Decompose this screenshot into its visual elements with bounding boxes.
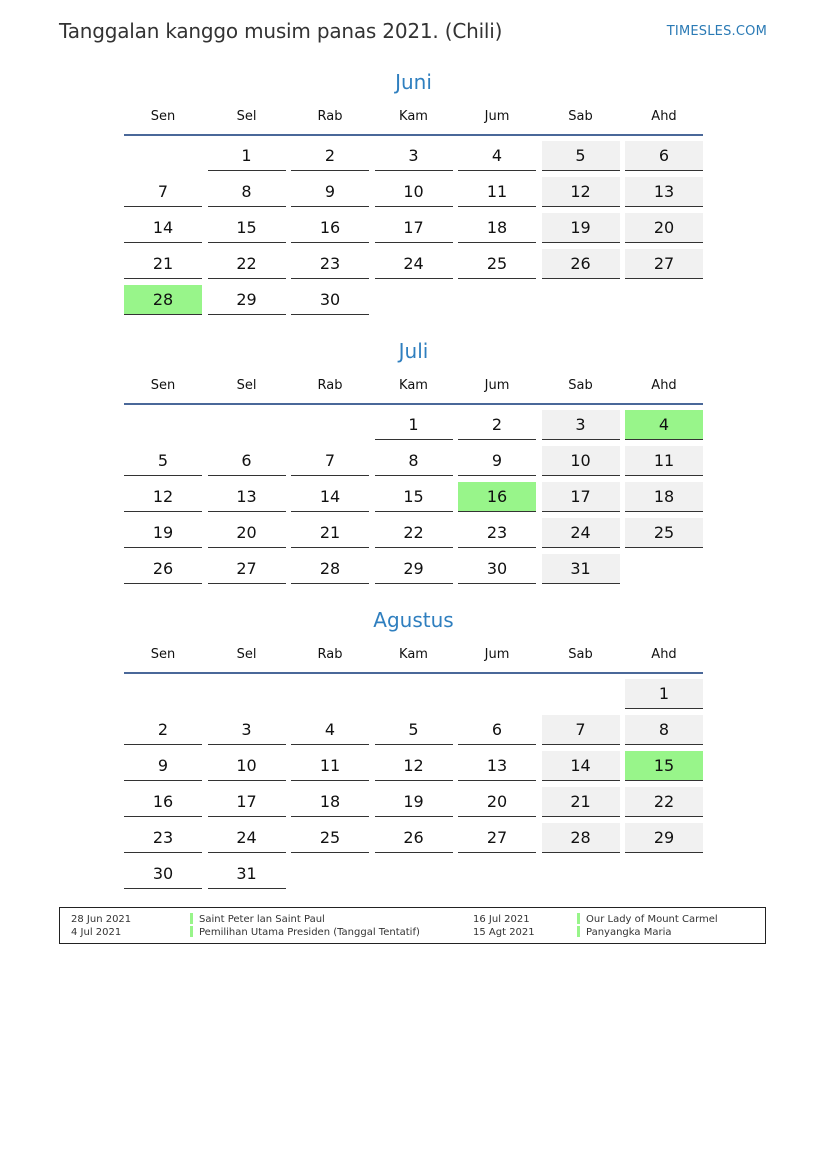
week-row [124,285,703,321]
day-cell[interactable]: 8 [375,446,453,476]
day-cell[interactable]: 4 [458,141,536,171]
day-cell[interactable]: 21 [124,249,202,279]
weekend-day-cell[interactable]: 12 [542,177,620,207]
weekday-label: Kam [399,378,428,393]
weekend-day-cell[interactable]: 6 [625,141,703,171]
week-row [124,249,703,285]
weekday-label: Jum [484,109,510,124]
month-title: Agustus [373,608,454,632]
day-cell[interactable]: 24 [375,249,453,279]
empty-day-cell [291,679,369,709]
weeks-grid [124,410,703,590]
day-cell[interactable]: 30 [291,285,369,315]
day-cell[interactable]: 13 [458,751,536,781]
legend-holiday-name: Our Lady of Mount Carmel [586,914,718,925]
day-cell[interactable]: 23 [124,823,202,853]
week-row [124,177,703,213]
weekend-day-cell[interactable]: 1 [625,679,703,709]
day-cell[interactable]: 3 [208,715,286,745]
day-cell[interactable]: 2 [458,410,536,440]
day-cell[interactable]: 30 [124,859,202,889]
legend-holiday-name: Panyangka Maria [586,927,672,938]
weekend-day-cell[interactable]: 25 [625,518,703,548]
month-title: Juni [395,70,432,94]
day-cell[interactable]: 26 [124,554,202,584]
day-cell[interactable]: 26 [375,823,453,853]
day-cell[interactable]: 31 [208,859,286,889]
weekend-day-cell[interactable]: 8 [625,715,703,745]
legend-date: 16 Jul 2021 [473,914,530,925]
empty-day-cell [208,679,286,709]
weekend-day-cell[interactable]: 3 [542,410,620,440]
holiday-day-cell[interactable]: 28 [124,285,202,315]
weekday-label: Ahd [651,647,677,662]
day-cell[interactable]: 21 [291,518,369,548]
weekend-day-cell[interactable]: 14 [542,751,620,781]
month-calendar-juli [124,337,703,590]
day-cell[interactable]: 6 [458,715,536,745]
weekday-label: Sel [236,378,257,393]
weeks-grid [124,141,703,321]
weekday-label: Sen [150,109,176,124]
day-cell[interactable]: 22 [375,518,453,548]
day-cell[interactable]: 13 [208,482,286,512]
weekday-label: Sen [150,647,176,662]
weekend-day-cell[interactable]: 29 [625,823,703,853]
day-cell[interactable]: 1 [208,141,286,171]
weekday-label: Sel [236,647,257,662]
weekday-label: Kam [399,109,428,124]
legend-date: 15 Agt 2021 [473,927,535,938]
day-cell[interactable]: 6 [208,446,286,476]
weekend-day-cell[interactable]: 24 [542,518,620,548]
empty-day-cell [124,141,202,171]
day-cell[interactable]: 2 [124,715,202,745]
weekday-label: Jum [484,378,510,393]
empty-day-cell [375,679,453,709]
empty-day-cell [625,285,703,315]
week-row [124,859,703,895]
day-cell[interactable]: 9 [291,177,369,207]
day-cell[interactable]: 29 [375,554,453,584]
weekend-day-cell[interactable]: 10 [542,446,620,476]
legend-left-dates [71,913,131,939]
weekend-day-cell[interactable]: 17 [542,482,620,512]
day-cell[interactable]: 27 [208,554,286,584]
weekday-label: Sab [568,647,593,662]
day-cell[interactable]: 5 [124,446,202,476]
empty-day-cell [458,859,536,889]
day-cell[interactable]: 12 [375,751,453,781]
day-cell[interactable]: 15 [208,213,286,243]
weekday-label: Ahd [651,378,677,393]
day-cell[interactable]: 25 [458,249,536,279]
day-cell[interactable]: 2 [291,141,369,171]
weekday-label: Rab [317,647,343,662]
weekday-label: Sab [568,378,593,393]
weekday-label: Rab [317,378,343,393]
week-row [124,715,703,751]
weekday-header-row [124,644,703,674]
legend-holiday-marker [190,913,193,939]
weekend-day-cell[interactable]: 21 [542,787,620,817]
weekend-day-cell[interactable]: 5 [542,141,620,171]
empty-day-cell [124,410,202,440]
empty-day-cell [458,679,536,709]
empty-day-cell [375,285,453,315]
week-row [124,679,703,715]
day-cell[interactable]: 16 [291,213,369,243]
day-cell[interactable]: 9 [124,751,202,781]
weekday-label: Jum [484,647,510,662]
weekend-day-cell[interactable]: 18 [625,482,703,512]
weekend-day-cell[interactable]: 26 [542,249,620,279]
weekday-label: Sen [150,378,176,393]
legend-right-dates [473,913,535,939]
legend-holiday-name: Saint Peter lan Saint Paul [199,914,325,925]
month-calendar-juni [124,68,703,321]
day-cell[interactable]: 7 [124,177,202,207]
day-cell[interactable]: 24 [208,823,286,853]
day-cell[interactable]: 25 [291,823,369,853]
holiday-day-cell[interactable]: 15 [625,751,703,781]
week-row [124,410,703,446]
day-cell[interactable]: 28 [291,554,369,584]
day-cell[interactable]: 29 [208,285,286,315]
empty-day-cell [542,859,620,889]
month-title: Juli [398,339,429,363]
empty-day-cell [625,859,703,889]
day-cell[interactable]: 27 [458,823,536,853]
legend-left-names [199,913,420,939]
day-cell[interactable]: 19 [375,787,453,817]
weekend-day-cell[interactable]: 28 [542,823,620,853]
day-cell[interactable]: 10 [375,177,453,207]
day-cell[interactable]: 4 [291,715,369,745]
day-cell[interactable]: 5 [375,715,453,745]
empty-day-cell [542,285,620,315]
week-row [124,141,703,177]
weekend-day-cell[interactable]: 7 [542,715,620,745]
weekend-day-cell[interactable]: 22 [625,787,703,817]
day-cell[interactable]: 17 [208,787,286,817]
weekday-label: Kam [399,647,428,662]
week-row [124,446,703,482]
day-cell[interactable]: 7 [291,446,369,476]
weekend-day-cell[interactable]: 11 [625,446,703,476]
empty-day-cell [291,410,369,440]
day-cell[interactable]: 3 [375,141,453,171]
day-cell[interactable]: 15 [375,482,453,512]
weekday-header-row [124,106,703,136]
day-cell[interactable]: 9 [458,446,536,476]
empty-day-cell [291,859,369,889]
weekend-day-cell[interactable]: 19 [542,213,620,243]
brand-logo-text[interactable]: TIMESLES.COM [666,24,767,39]
weekday-label: Sab [568,109,593,124]
day-cell[interactable]: 16 [124,787,202,817]
day-cell[interactable]: 11 [458,177,536,207]
week-row [124,518,703,554]
week-row [124,213,703,249]
weeks-grid [124,679,703,895]
weekend-day-cell[interactable]: 13 [625,177,703,207]
day-cell[interactable]: 18 [458,213,536,243]
day-cell[interactable]: 8 [208,177,286,207]
week-row [124,787,703,823]
weekend-day-cell[interactable]: 20 [625,213,703,243]
weekend-day-cell[interactable]: 31 [542,554,620,584]
week-row [124,554,703,590]
day-cell[interactable]: 14 [291,482,369,512]
holiday-day-cell[interactable]: 16 [458,482,536,512]
day-cell[interactable]: 1 [375,410,453,440]
day-cell[interactable]: 23 [458,518,536,548]
day-cell[interactable]: 12 [124,482,202,512]
holiday-legend [59,907,766,944]
day-cell[interactable]: 17 [375,213,453,243]
legend-date: 4 Jul 2021 [71,927,122,938]
legend-holiday-name: Pemilihan Utama Presiden (Tanggal Tentatif) [199,927,420,938]
empty-day-cell [375,859,453,889]
legend-holiday-marker [577,913,580,939]
weekday-label: Ahd [651,109,677,124]
day-cell[interactable]: 19 [124,518,202,548]
day-cell[interactable]: 11 [291,751,369,781]
day-cell[interactable]: 10 [208,751,286,781]
day-cell[interactable]: 23 [291,249,369,279]
day-cell[interactable]: 14 [124,213,202,243]
week-row [124,751,703,787]
day-cell[interactable]: 22 [208,249,286,279]
day-cell[interactable]: 20 [208,518,286,548]
week-row [124,823,703,859]
empty-day-cell [124,679,202,709]
empty-day-cell [625,554,703,584]
empty-day-cell [542,679,620,709]
empty-day-cell [208,410,286,440]
month-calendar-agustus [124,606,703,895]
weekday-header-row [124,375,703,405]
day-cell[interactable]: 30 [458,554,536,584]
weekday-label: Sel [236,109,257,124]
page-title: Tanggalan kanggo musim panas 2021. (Chili) [59,19,503,43]
holiday-day-cell[interactable]: 4 [625,410,703,440]
empty-day-cell [458,285,536,315]
weekday-label: Rab [317,109,343,124]
day-cell[interactable]: 18 [291,787,369,817]
week-row [124,482,703,518]
legend-right-names [586,913,718,939]
day-cell[interactable]: 20 [458,787,536,817]
legend-date: 28 Jun 2021 [71,914,132,925]
weekend-day-cell[interactable]: 27 [625,249,703,279]
